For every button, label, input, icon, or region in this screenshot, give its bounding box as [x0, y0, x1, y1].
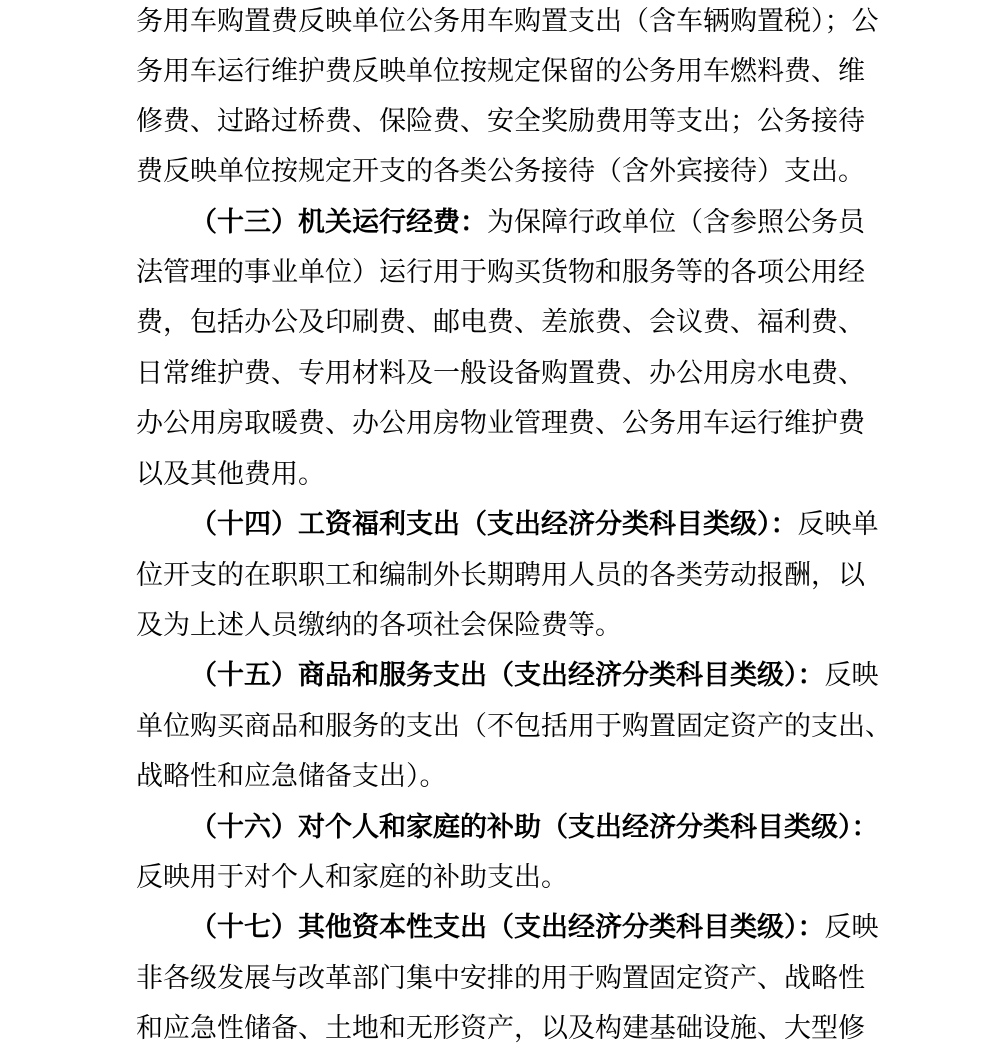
heading-lead: （十五）商品和服务支出（支出经济分类科目类级）： [190, 660, 825, 691]
text-line: 以及其他费用。 [136, 459, 325, 490]
heading-lead: （十七）其他资本性支出（支出经济分类科目类级）： [190, 912, 825, 943]
heading-text: 反映 [824, 912, 879, 943]
heading-text: 反映 [824, 660, 879, 691]
text-line: 单位购买商品和服务的支出（不包括用于购置固定资产的支出、 [136, 711, 892, 742]
text-line: 战略性和应急储备支出）。 [136, 761, 447, 792]
text-line: 费，包括办公及印刷费、邮电费、差旅费、会议费、福利费、 [136, 307, 865, 338]
section-heading-16 [190, 803, 950, 853]
text-line: 及为上述人员缴纳的各项社会保险费等。 [136, 610, 622, 641]
text-line: 务用车购置费反映单位公务用车购置支出（含车辆购置税）；公 [136, 6, 879, 37]
text-line: 办公用房取暖费、办公用房物业管理费、公务用车运行维护费 [136, 408, 865, 439]
text-line: 非各级发展与改革部门集中安排的用于购置固定资产、战略性 [136, 963, 865, 994]
section-heading-14 [190, 500, 950, 550]
text-line: 位开支的在职职工和编制外长期聘用人员的各类劳动报酬，以 [136, 560, 865, 591]
text-line: 法管理的事业单位）运行用于购买货物和服务等的各项公用经 [136, 257, 865, 288]
text-line: 修费、过路过桥费、保险费、安全奖励费用等支出；公务接待 [136, 106, 865, 137]
heading-lead: （十三）机关运行经费： [190, 207, 487, 238]
heading-text: 为保障行政单位（含参照公务员 [487, 207, 865, 238]
text-line: 费反映单位按规定开支的各类公务接待（含外宾接待）支出。 [136, 156, 865, 187]
heading-lead: （十四）工资福利支出（支出经济分类科目类级）： [190, 509, 798, 540]
heading-text: 反映单 [797, 509, 879, 540]
text-line: 反映用于对个人和家庭的补助支出。 [136, 862, 568, 893]
section-heading-13 [190, 198, 950, 248]
section-heading-15 [190, 651, 950, 701]
text-line: 日常维护费、专用材料及一般设备购置费、办公用房水电费、 [136, 358, 865, 389]
heading-lead: （十六）对个人和家庭的补助（支出经济分类科目类级）： [190, 812, 879, 843]
section-heading-17 [190, 903, 950, 953]
text-line: 和应急性储备、土地和无形资产，以及构建基础设施、大型修 [136, 1013, 865, 1044]
text-line: 务用车运行维护费反映单位按规定保留的公务用车燃料费、维 [136, 56, 865, 87]
